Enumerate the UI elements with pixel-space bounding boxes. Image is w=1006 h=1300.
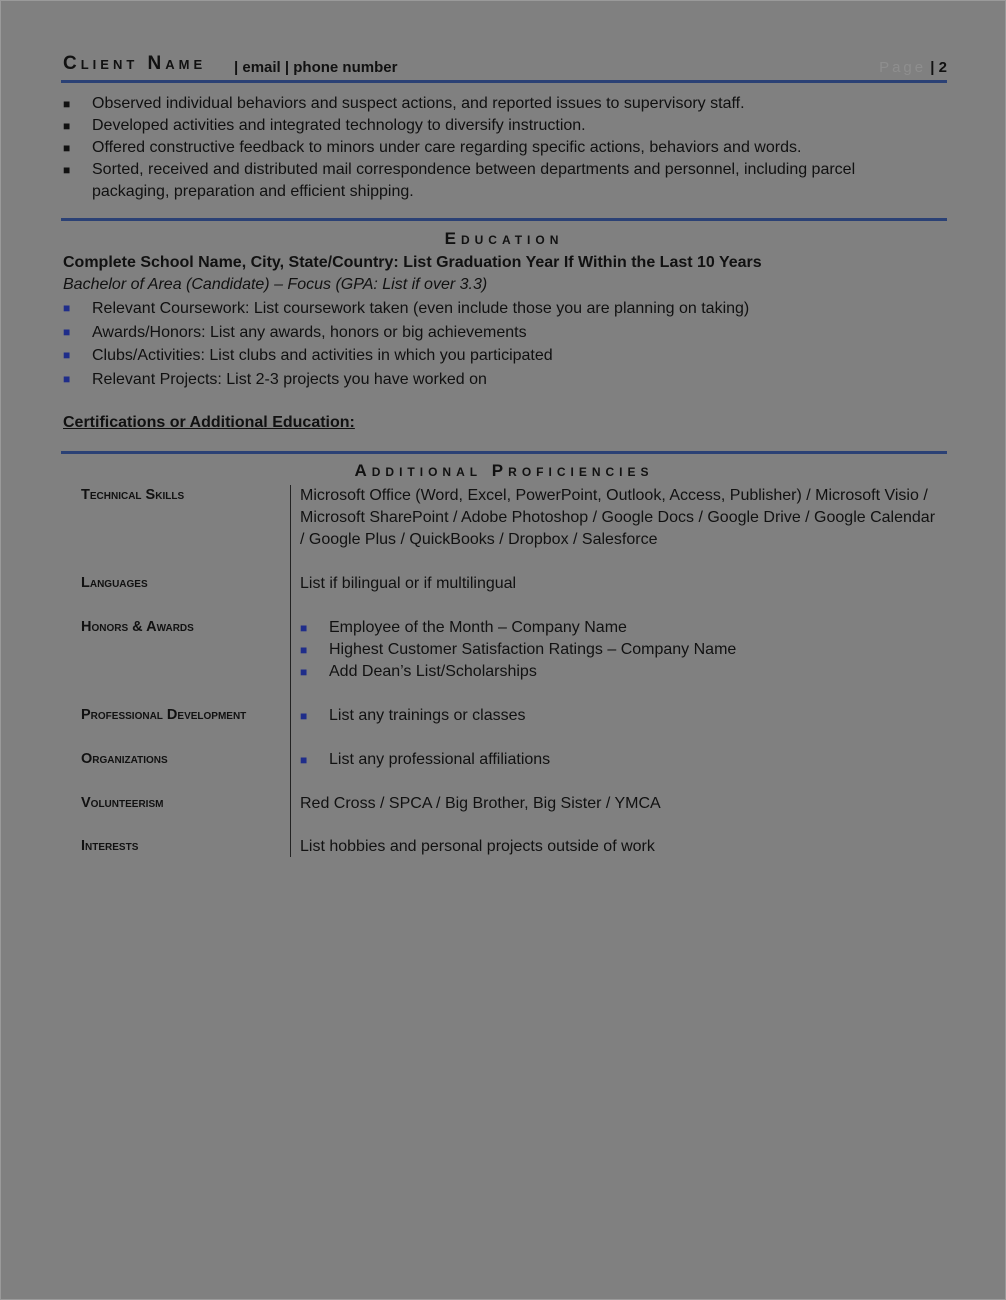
interests-value: List hobbies and personal projects outside of work bbox=[300, 838, 655, 855]
page-digit: 2 bbox=[938, 59, 947, 76]
school-line: Complete School Name, City, State/Country: List Graduation Year If Within the Last 10 Years bbox=[63, 254, 762, 271]
languages-label: Languages bbox=[81, 575, 148, 591]
square-bullet-icon: ■ bbox=[300, 753, 308, 767]
organizations-list bbox=[300, 749, 940, 771]
degree-line: Bachelor of Area (Candidate) – Focus (GPA: List if over 3.3) bbox=[63, 276, 488, 293]
list-item: ■ Relevant Coursework: List coursework taken (even include those you are planning on taking) bbox=[63, 297, 923, 321]
list-item: ■ Offered constructive feedback to minors under care regarding specific actions, behaviors and words. bbox=[63, 137, 923, 159]
honors-awards-label: Honors & Awards bbox=[81, 619, 194, 635]
professional-development-label: Professional Development bbox=[81, 707, 247, 723]
square-bullet-icon: ■ bbox=[63, 371, 71, 386]
square-bullet-icon: ■ bbox=[63, 324, 71, 339]
list-item: ■ Clubs/Activities: List clubs and activities in which you participated bbox=[63, 344, 923, 368]
proficiencies-rule bbox=[61, 451, 947, 454]
interests-label: Interests bbox=[81, 838, 139, 854]
languages-value: List if bilingual or if multilingual bbox=[300, 575, 517, 592]
square-bullet-icon: ■ bbox=[300, 621, 308, 635]
technical-skills-value: Microsoft Office (Word, Excel, PowerPoint, Outlook, Access, Publisher) / Microsoft Visio / Microsoft SharePoint / Adobe Photoshop / Google Docs / Google Drive / Google Calendar / Google Plus / QuickBooks / Dropbox / Salesforce bbox=[300, 487, 936, 548]
honors-awards-value bbox=[300, 617, 940, 683]
volunteerism-value: Red Cross / SPCA / Big Brother, Big Sister / YMCA bbox=[300, 795, 661, 812]
list-item: ■ Sorted, received and distributed mail correspondence between departments and personnel, including parcel packaging, preparation and efficient shipping. bbox=[63, 161, 856, 200]
experience-bullet-list bbox=[63, 93, 923, 203]
page-separator: | bbox=[930, 59, 935, 76]
education-bullet-list bbox=[63, 297, 923, 391]
technical-skills-label: Technical Skills bbox=[81, 487, 185, 503]
certifications-heading: Certifications or Additional Education: bbox=[63, 414, 355, 431]
list-item: ■ Relevant Projects: List 2-3 projects you have worked on bbox=[63, 368, 923, 392]
list-item: ■ Employee of the Month – Company Name bbox=[300, 617, 940, 639]
volunteerism-label: Volunteerism bbox=[81, 795, 164, 811]
proficiencies-heading: Additional Proficiencies bbox=[354, 461, 654, 480]
square-bullet-icon: ■ bbox=[63, 301, 71, 315]
square-bullet-icon: ■ bbox=[63, 97, 71, 111]
honors-list bbox=[300, 617, 940, 683]
list-item: ■ Awards/Honors: List any awards, honors or big achievements bbox=[63, 321, 923, 345]
organizations-label: Organizations bbox=[81, 751, 168, 767]
page-number bbox=[879, 59, 947, 76]
square-bullet-icon: ■ bbox=[63, 163, 71, 177]
square-bullet-icon: ■ bbox=[63, 348, 71, 362]
education-rule bbox=[61, 218, 947, 221]
page-label: Page bbox=[879, 59, 927, 76]
education-heading: Education bbox=[444, 229, 564, 248]
list-item: ■ List any trainings or classes bbox=[300, 705, 940, 727]
page-header bbox=[63, 53, 947, 79]
list-item: ■ Observed individual behaviors and suspect actions, and reported issues to supervisory staff. bbox=[63, 93, 923, 115]
square-bullet-icon: ■ bbox=[300, 665, 308, 679]
organizations-value bbox=[300, 749, 940, 771]
header-rule bbox=[61, 80, 947, 83]
square-bullet-icon: ■ bbox=[63, 141, 71, 155]
list-item: ■ Add Dean’s List/Scholarships bbox=[300, 661, 940, 683]
professional-development-value bbox=[300, 705, 940, 727]
client-name: Client Name bbox=[63, 53, 207, 74]
list-item: ■ Highest Customer Satisfaction Ratings – Company Name bbox=[300, 639, 940, 661]
professional-development-list bbox=[300, 705, 940, 727]
square-bullet-icon: ■ bbox=[63, 119, 71, 133]
contact-info: | email | phone number bbox=[234, 59, 398, 76]
list-item: ■ List any professional affiliations bbox=[300, 749, 940, 771]
square-bullet-icon: ■ bbox=[300, 643, 308, 657]
square-bullet-icon: ■ bbox=[300, 709, 308, 723]
table-divider bbox=[290, 485, 291, 857]
list-item: ■ Developed activities and integrated technology to diversify instruction. bbox=[63, 115, 923, 137]
